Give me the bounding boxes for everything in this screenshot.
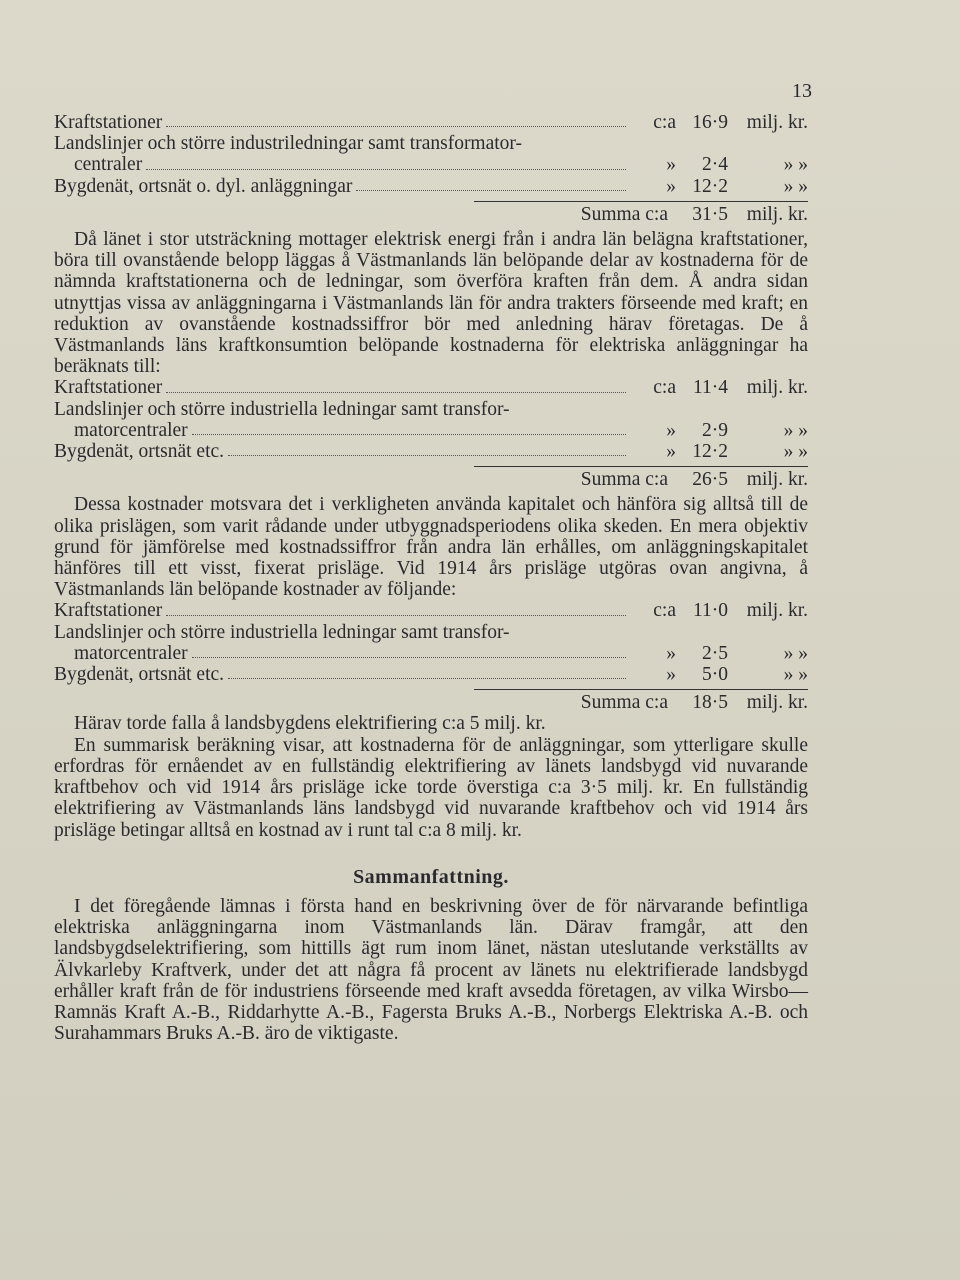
row-unit: » » bbox=[783, 419, 808, 441]
row-label: Landslinjer och större industriella ledningar samt transfor- bbox=[54, 621, 510, 643]
paragraph: Då länet i stor utsträckning mottager elektrisk energi från i andra län belägna kraftstationer, böra till ovanstående belopp läggas å Västmanlands län belöpande delar av kostnaderna för de nämnda kraftstationerna och de ledningar, som överföra kraften från dem. Å andra sidan utnyttjas vissa av anläggningarna i Västmanlands län för andra trakters förseende med kraft; en reduktion av ovanstående kostnadssiffror bör med anledning härav företagas. De å Västmanlands läns kraftkonsumtion belöpande kostnaderna för elektriska anläggningar ha beräknats till: bbox=[54, 229, 808, 378]
sum-value: 18·5 bbox=[692, 692, 728, 714]
page-content bbox=[54, 112, 808, 1044]
paragraph: I det föregående lämnas i första hand en beskrivning över de för närvarande befintliga elektriska anläggningarna inom Västmanlands län. Därav framgår, att den landsbygdselektrifiering, som hittills ägt rum inom länet, nästan uteslutande verkställts av Älvkarleby Kraftverk, under det att några få procent av länets nu elektrifierade landsbygd erhåller kraft från de för industriens förseende med kraft avsedda företagen, av vilka Wirsbo—Ramnäs Kraft A.-B., Riddarhytte A.-B., Fagersta Bruks A.-B., Norbergs Elektriska A.-B. och Surahammars Bruks A.-B. äro de viktigaste. bbox=[54, 895, 808, 1045]
cost-table-2 bbox=[54, 377, 808, 490]
paragraph: Dessa kostnader motsvara det i verkligheten använda kapitalet och hänföra sig alltså till de olika prislägen, som varit rådande under utbyggnadsperiodens olika skeden. En mera objektiv grund för jämförelse med kostnadssiffror från andra län erhålles, om anläggningskapitalet hänföres till ett visst, fixerat prisläge. Vid 1914 års prisläge utgöras ovan angivna, å Västmanlands län belöpande kostnader av följande: bbox=[54, 494, 808, 601]
row-unit: » » bbox=[783, 441, 808, 463]
sum-row bbox=[54, 204, 808, 225]
row-unit: milj. kr. bbox=[746, 112, 808, 133]
row-prefix: » bbox=[666, 419, 676, 441]
table-row bbox=[54, 112, 808, 133]
row-prefix: » bbox=[666, 441, 676, 463]
row-value: 11·4 bbox=[692, 377, 728, 399]
sum-row bbox=[54, 469, 808, 490]
table-row bbox=[54, 600, 808, 621]
sum-label: Summa c:a bbox=[580, 469, 668, 491]
sum-label: Summa c:a bbox=[580, 203, 668, 225]
row-unit: » » bbox=[783, 664, 808, 686]
table-row bbox=[54, 133, 808, 175]
row-label: Kraftstationer bbox=[54, 112, 163, 133]
paragraph: Härav torde falla å landsbygdens elektrifiering c:a 5 milj. kr. bbox=[74, 713, 546, 735]
leader-dots bbox=[166, 614, 626, 616]
row-prefix: » bbox=[666, 154, 676, 176]
row-unit: » » bbox=[783, 154, 808, 176]
table-row bbox=[54, 622, 808, 664]
row-prefix: » bbox=[666, 175, 676, 197]
sum-label: Summa c:a bbox=[580, 692, 668, 714]
row-value: 12·2 bbox=[692, 175, 728, 197]
leader-dots bbox=[146, 168, 626, 170]
row-unit: milj. kr. bbox=[746, 600, 808, 622]
row-label: Bygdenät, ortsnät o. dyl. anläggningar bbox=[54, 175, 353, 197]
leader-dots bbox=[228, 677, 626, 679]
page-number: 13 bbox=[792, 80, 812, 102]
row-prefix: c:a bbox=[653, 600, 676, 622]
row-value: 2·5 bbox=[702, 642, 728, 664]
sum-unit: milj. kr. bbox=[746, 469, 808, 491]
row-unit: » » bbox=[783, 642, 808, 664]
leader-dots bbox=[166, 125, 626, 127]
table-row bbox=[54, 664, 808, 685]
sum-rule bbox=[474, 689, 808, 690]
row-label: Landslinjer och större industriledningar samt transformator- bbox=[54, 133, 523, 155]
row-label-cont: matorcentraler bbox=[74, 642, 188, 664]
leader-dots bbox=[166, 391, 626, 393]
row-value: 16·9 bbox=[692, 112, 728, 133]
sum-row bbox=[54, 692, 808, 713]
table-row bbox=[54, 441, 808, 462]
sum-rule bbox=[474, 466, 808, 467]
row-value: 5·0 bbox=[702, 664, 728, 686]
leader-dots bbox=[228, 454, 626, 456]
row-prefix: » bbox=[666, 664, 676, 686]
leader-dots bbox=[192, 656, 626, 658]
row-value: 11·0 bbox=[692, 600, 728, 622]
leader-dots bbox=[192, 433, 626, 435]
row-prefix: c:a bbox=[653, 112, 676, 133]
cost-table-3 bbox=[54, 600, 808, 713]
row-unit: milj. kr. bbox=[746, 377, 808, 399]
row-value: 2·4 bbox=[702, 154, 728, 176]
row-label: Bygdenät, ortsnät etc. bbox=[54, 441, 225, 463]
sum-value: 31·5 bbox=[692, 203, 728, 225]
row-prefix: c:a bbox=[653, 377, 676, 399]
leader-dots bbox=[356, 189, 626, 191]
row-prefix: » bbox=[666, 642, 676, 664]
row-label: Kraftstationer bbox=[54, 600, 163, 622]
row-label: Landslinjer och större industriella ledningar samt transfor- bbox=[54, 398, 510, 420]
table-row bbox=[54, 399, 808, 441]
paragraph: En summarisk beräkning visar, att kostnaderna för de anläggningar, som ytterligare skulle erfordras för ernåendet av en fullständig elektrifiering av länets landsbygd vid nuvarande kraftbehov och vid 1914 års prisläge icke torde överstiga c:a 3·5 milj. kr. En fullständig elektrifiering av Västmanlands läns landsbygd vid nuvarande kraftbehov och vid 1914 års prisläge betingar alltså en kostnad av i runt tal c:a 8 milj. kr. bbox=[54, 734, 808, 841]
row-unit: » » bbox=[783, 175, 808, 197]
table-row bbox=[54, 377, 808, 398]
row-value: 12·2 bbox=[692, 441, 728, 463]
row-label-cont: matorcentraler bbox=[74, 419, 188, 441]
row-label-cont: centraler bbox=[74, 154, 143, 176]
row-label: Kraftstationer bbox=[54, 377, 163, 399]
row-value: 2·9 bbox=[702, 419, 728, 441]
sum-value: 26·5 bbox=[692, 469, 728, 491]
cost-table-1 bbox=[54, 112, 808, 225]
table-row bbox=[54, 176, 808, 197]
section-heading: Sammanfattning. bbox=[353, 865, 509, 888]
sum-unit: milj. kr. bbox=[746, 203, 808, 225]
sum-rule bbox=[474, 201, 808, 202]
sum-unit: milj. kr. bbox=[746, 692, 808, 714]
row-label: Bygdenät, ortsnät etc. bbox=[54, 664, 225, 686]
